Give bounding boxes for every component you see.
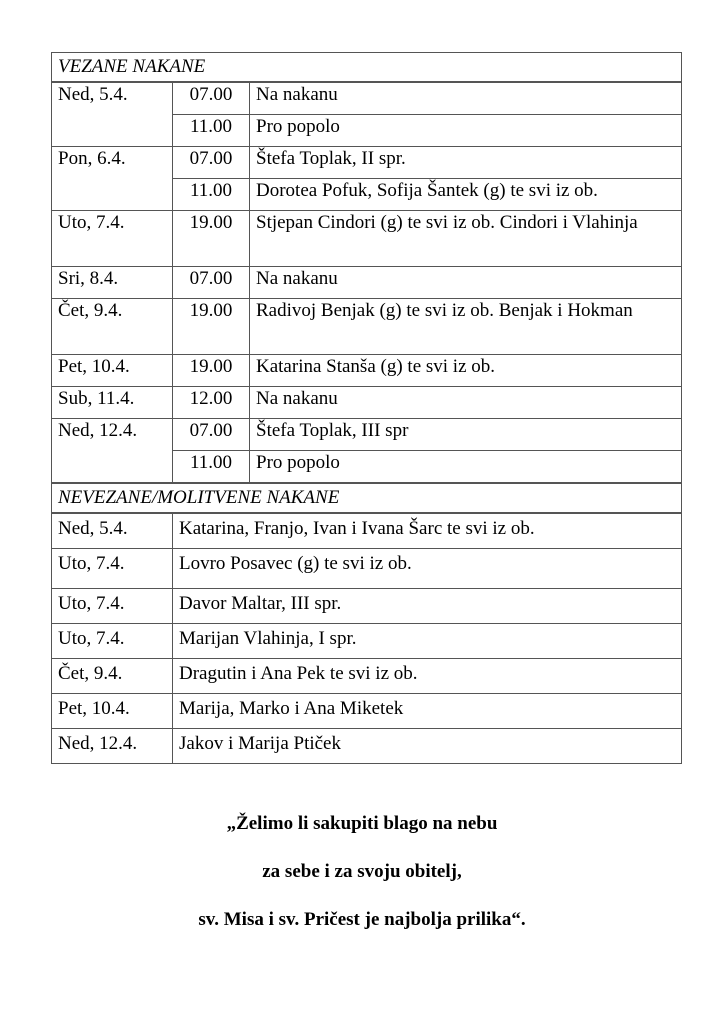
time-cell: 07.00 (173, 147, 250, 179)
intention-cell: Jakov i Marija Ptiček (173, 729, 682, 764)
quote-line-2: za sebe i za svoju obitelj, (262, 861, 462, 882)
intention-cell: Davor Maltar, III spr. (173, 589, 682, 624)
time-cell: 11.00 (173, 451, 250, 483)
intention-cell: Pro popolo (250, 451, 682, 483)
intention-cell: Katarina Stanša (g) te svi iz ob. (250, 355, 682, 387)
day-cell: Pet, 10.4. (52, 355, 173, 387)
intention-cell: Na nakanu (250, 267, 682, 299)
free-intentions-title: NEVEZANE/MOLITVENE NAKANE (52, 484, 682, 514)
day-cell: Ned, 5.4. (52, 513, 173, 549)
time-cell: 07.00 (173, 267, 250, 299)
intention-cell: Katarina, Franjo, Ivan i Ivana Šarc te svi iz ob. (173, 513, 682, 549)
time-cell: 11.00 (173, 179, 250, 211)
intention-cell: Štefa Toplak, II spr. (250, 147, 682, 179)
intention-cell: Marija, Marko i Ana Miketek (173, 694, 682, 729)
intention-cell: Stjepan Cindori (g) te svi iz ob. Cindori i Vlahinja (250, 211, 682, 267)
intention-cell: Dorotea Pofuk, Sofija Šantek (g) te svi iz ob. (250, 179, 682, 211)
intention-cell: Radivoj Benjak (g) te svi iz ob. Benjak i Hokman (250, 299, 682, 355)
time-cell: 19.00 (173, 299, 250, 355)
day-cell: Uto, 7.4. (52, 589, 173, 624)
time-cell: 07.00 (173, 82, 250, 115)
intention-cell: Dragutin i Ana Pek te svi iz ob. (173, 659, 682, 694)
quote-line-3: sv. Misa i sv. Pričest je najbolja prilika“. (198, 909, 526, 930)
day-cell: Sri, 8.4. (52, 267, 173, 299)
day-cell: Uto, 7.4. (52, 624, 173, 659)
free-intentions-table (51, 483, 682, 764)
time-cell: 11.00 (173, 115, 250, 147)
time-cell: 07.00 (173, 419, 250, 451)
day-cell: Pet, 10.4. (52, 694, 173, 729)
fixed-intentions-table (51, 52, 682, 483)
day-cell: Uto, 7.4. (52, 211, 173, 267)
fixed-intentions-title: VEZANE NAKANE (52, 53, 682, 83)
time-cell: 19.00 (173, 211, 250, 267)
time-cell: 19.00 (173, 355, 250, 387)
day-cell: Ned, 12.4. (52, 729, 173, 764)
intention-cell: Štefa Toplak, III spr (250, 419, 682, 451)
day-cell: Čet, 9.4. (52, 659, 173, 694)
intention-cell: Na nakanu (250, 387, 682, 419)
intention-cell: Na nakanu (250, 82, 682, 115)
day-cell: Čet, 9.4. (52, 299, 173, 355)
day-cell: Ned, 5.4. (52, 82, 173, 147)
time-cell: 12.00 (173, 387, 250, 419)
day-cell: Uto, 7.4. (52, 549, 173, 589)
intention-cell: Lovro Posavec (g) te svi iz ob. (173, 549, 682, 589)
day-cell: Pon, 6.4. (52, 147, 173, 211)
intention-cell: Pro popolo (250, 115, 682, 147)
day-cell: Sub, 11.4. (52, 387, 173, 419)
intentions-schedule (51, 52, 682, 764)
closing-quote (0, 812, 724, 956)
intention-cell: Marijan Vlahinja, I spr. (173, 624, 682, 659)
quote-line-1: „Želimo li sakupiti blago na nebu (226, 813, 498, 834)
day-cell: Ned, 12.4. (52, 419, 173, 483)
